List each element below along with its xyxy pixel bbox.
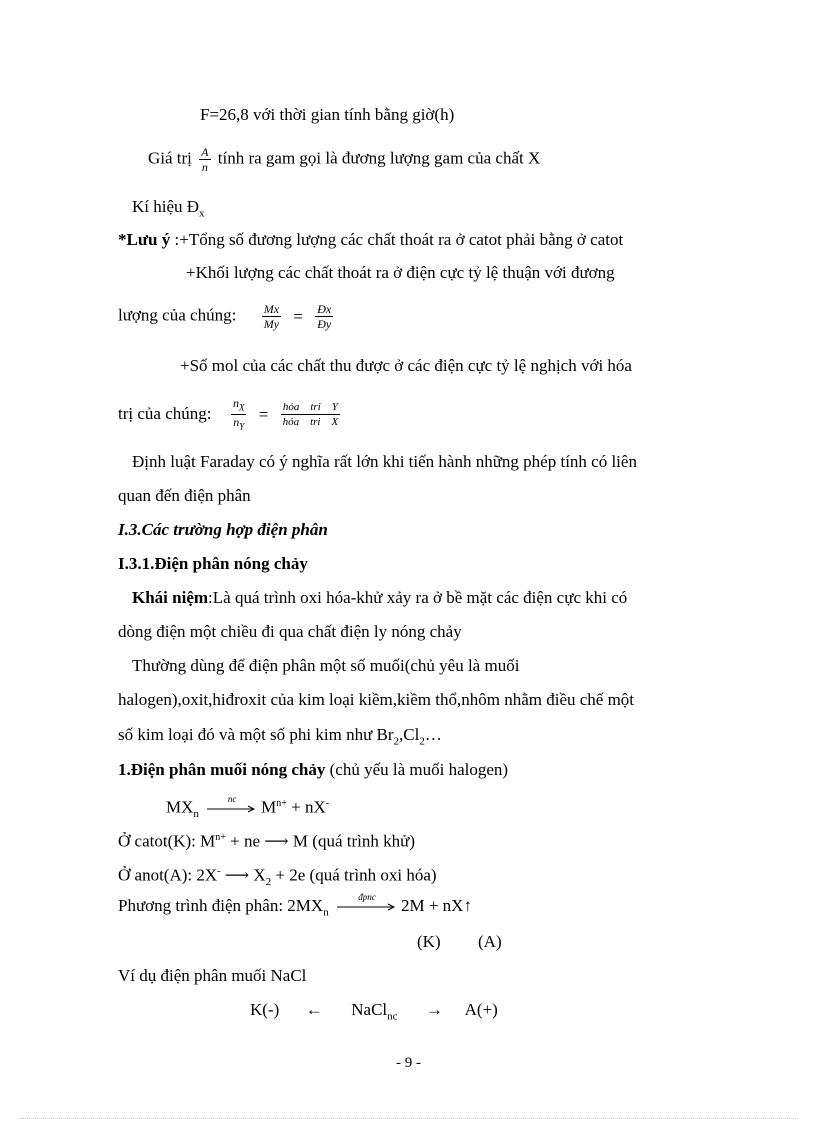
arrow-right-icon: nc (207, 805, 257, 813)
fraction-mx-my: $\frac{Mx}{My}$ (263, 302, 280, 331)
text-line-direct-current: dòng điện một chiều đi qua chất điện ly nóng chảy (118, 622, 462, 641)
fraction-valence: $\frac{\text{hóa tri Y}}{\text{hóa tri X}}$ (282, 401, 339, 429)
fraction-a-over-n: $\frac{A}{n}$ (201, 145, 209, 174)
text-line-mass-proportional: +Khối lượng các chất thoát ra ở điện cực tỷ lệ thuận với đương (186, 263, 615, 282)
text-line-electrolysis-related: quan đến điện phân (118, 486, 251, 505)
text-line-symbol: Kí hiệu $Đ_x$ (132, 197, 205, 220)
text-line-example-nacl: Ví dụ điện phân muối NaCl (118, 966, 307, 985)
text-line-faraday-significance: Định luật Faraday có ý nghĩa rất lớn khi tiến hành những phép tính có liên (132, 452, 637, 471)
reaction-anode: Ở anot(A): 2X- ⟶ $X_2 + 2e$ (quá trình oxi hóa) (118, 865, 437, 889)
text-line-note: *Lưu ý :+Tổng số đương lượng các chất thoát ra ở catot phải bằng ở catot (118, 230, 624, 249)
text-line-equivalent-ratio: lượng của chúng: $\frac{Mx}{My}$ = $\frac{Đx}{Đy}$ (118, 302, 332, 331)
page-bottom-rule (20, 1118, 796, 1119)
fraction-dx-dy: $\frac{Đx}{Đy}$ (317, 302, 332, 331)
arrow-right-icon: đpnc (337, 903, 397, 911)
heading-molten-electrolysis: I.3.1.Điện phân nóng chảy (118, 554, 308, 573)
arrow-up-icon: ↑ (463, 896, 472, 915)
label-anode: (A) (478, 932, 502, 951)
text-line-commonly-used: Thường dùng để điện phân một số muối(chủ yêu là muối (132, 656, 520, 675)
page-number: - 9 - (396, 1055, 421, 1071)
heading-molten-salt: 1.Điện phân muối nóng chảy (chủ yếu là muối halogen) (118, 760, 509, 779)
heading-electrolysis-cases: I.3.Các trường hợp điện phân (118, 520, 328, 539)
text-line-metals-nonmetals: số kim loại đó và một số phi kim như $Br_2,Cl_2\dots$ (118, 725, 442, 748)
text-line-definition: Khái niệm:Là quá trình oxi hóa-khử xảy ra ở bề mặt các điện cực khi có (132, 588, 628, 607)
text-line-halogen-oxide: halogen),oxit,hiđroxit của kim loại kiềm,kiềm thổ,nhôm nhằm điều chế một (118, 690, 635, 709)
reaction-cathode: Ở catot(K): $M^{n+}$ + ne ⟶ M (quá trình khử) (118, 831, 415, 851)
text-line-valence-ratio: trị của chúng: $\frac{n_X}{n_Y}$ = $\frac{\text{hóa tri Y}}{\text{hóa tri X}}$ (118, 396, 339, 432)
text-line-mole-inverse: +Số mol của các chất thu được ở các điện cực tỷ lệ nghịch với hóa (180, 356, 632, 375)
arrow-left-icon: ← (305, 1000, 323, 1019)
text-line-equivalent-mass: Giá trị $\frac{A}{n}$ tính ra gam gọi là đương lượng gam của chất X (148, 145, 541, 174)
arrow-right-icon: ⟶ (220, 865, 254, 885)
reaction-overall: Phương trình điện phân: $2MX_n$ đpnc 2M + nX↑ (118, 892, 472, 919)
arrow-right-icon: → (426, 1000, 444, 1019)
fraction-nx-ny: $\frac{n_X}{n_Y}$ (232, 396, 245, 432)
reaction-dissociation: $MX_n$ nc $M^{n+} + nX^-$ (166, 793, 330, 821)
label-cathode: (K) (417, 932, 441, 951)
text-line-faraday-constant: F=26,8 với thời gian tính bằng giờ(h) (200, 105, 455, 124)
arrow-right-icon: ⟶ (264, 831, 289, 851)
reaction-nacl: K(-) ← NaCl$_{nc}$ → A(+) (250, 1000, 498, 1023)
